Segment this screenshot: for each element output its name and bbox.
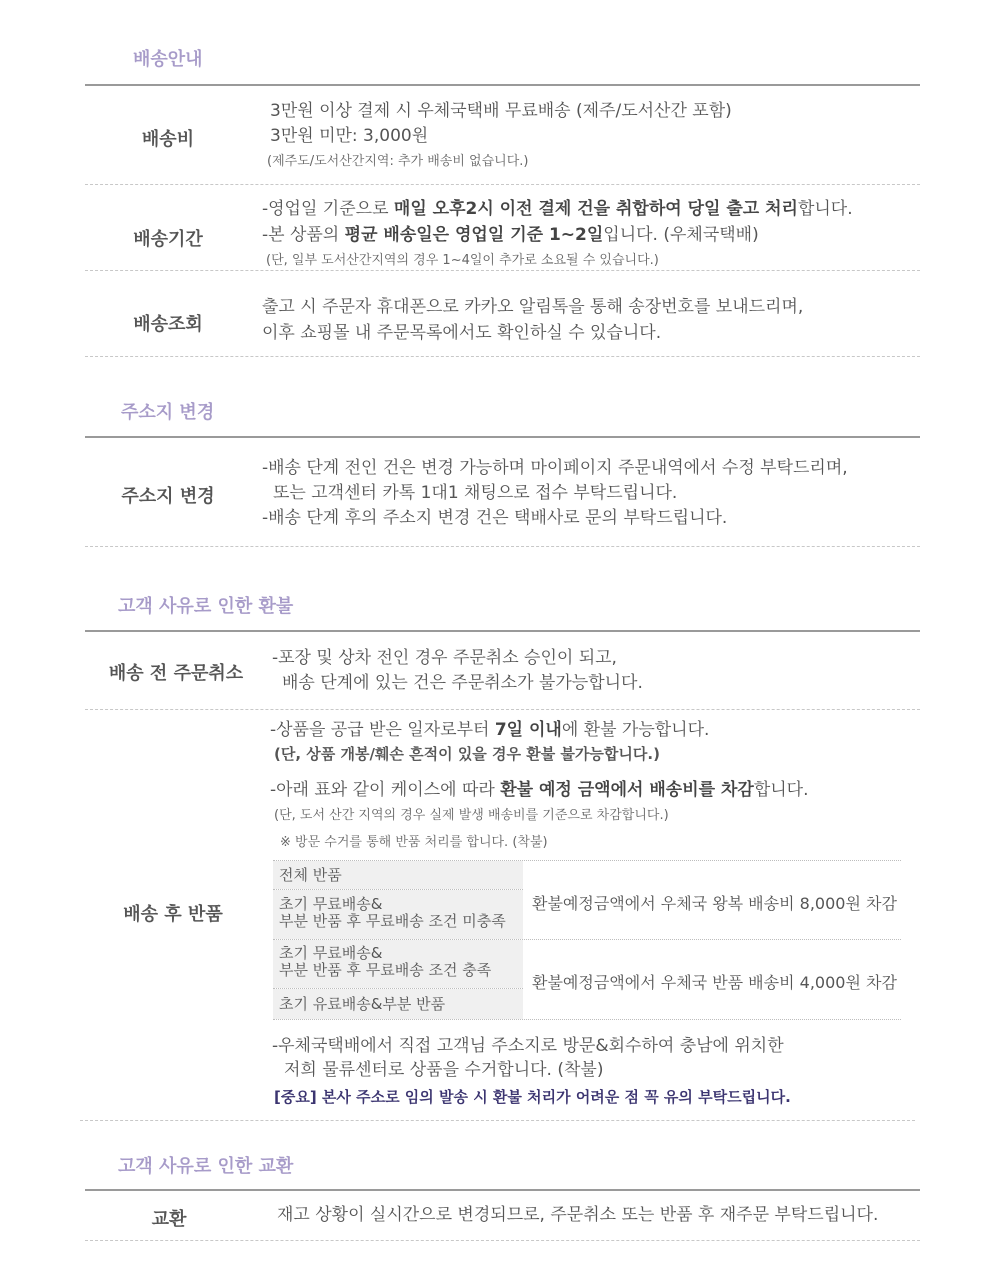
- section-title-shipping: 배송안내: [133, 49, 203, 70]
- exchange-line: 재고 상황이 실시간으로 변경되므로, 주문취소 또는 반품 후 재주문 부탁드립니다.: [277, 1205, 879, 1225]
- return-after-note: ※ 방문 수거를 통해 반품 처리를 합니다. (착불): [280, 835, 548, 850]
- address-change-line: -배송 단계 전인 건은 변경 가능하며 마이페이지 주문내역에서 수정 부탁드리며,: [262, 458, 848, 478]
- cancel-before-line: 배송 단계에 있는 건은 주문취소가 불가능합니다.: [282, 673, 643, 693]
- shipping-period-line: -영업일 기준으로 매일 오후2시 이전 결제 건을 취합하여 당일 출고 처리합니다.: [262, 199, 853, 219]
- row-label-shipping-fee: 배송비: [141, 129, 195, 150]
- table-cell-full-return: 전체 반품: [273, 861, 523, 889]
- cancel-before-line: -포장 및 상차 전인 경우 주문취소 승인이 되고,: [272, 648, 617, 668]
- tracking-line: 출고 시 주문자 휴대폰으로 카카오 알림톡을 통해 송장번호를 보내드리며,: [262, 297, 804, 317]
- table-cell-paid-partial: 초기 유료배송&부분 반품: [273, 989, 523, 1019]
- row-divider: [85, 546, 920, 547]
- return-important-notice: [중요] 본사 주소로 임의 발송 시 환불 처리가 어려운 점 꼭 유의 부탁드립니다.: [274, 1088, 791, 1106]
- return-after-line: -우체국택배에서 직접 고객님 주소지로 방문&회수하여 충남에 위치한: [272, 1036, 784, 1056]
- section-divider: [85, 84, 920, 86]
- table-value-return-fee: 환불예정금액에서 우체국 반품 배송비 4,000원 차감: [532, 973, 897, 992]
- table-cell-text: 부분 반품 후 무료배송 조건 충족: [279, 961, 492, 979]
- row-divider: [85, 1240, 920, 1241]
- table-cell-text: 부분 반품 후 무료배송 조건 미충족: [279, 912, 506, 930]
- section-title-refund: 고객 사유로 인한 환불: [118, 596, 294, 617]
- row-label-tracking: 배송조회: [133, 314, 203, 335]
- return-after-warning: (단, 상품 개봉/훼손 흔적이 있을 경우 환불 불가능합니다.): [274, 745, 660, 763]
- table-cell-partial-unmet: [273, 890, 523, 939]
- row-divider: [85, 270, 920, 271]
- address-change-line: -배송 단계 후의 주소지 변경 건은 택배사로 문의 부탁드립니다.: [262, 508, 728, 528]
- row-label-cancel-before-shipping: 배송 전 주문취소: [108, 663, 244, 684]
- table-value-roundtrip-fee: 환불예정금액에서 우체국 왕복 배송비 8,000원 차감: [532, 894, 897, 913]
- return-after-note: (단, 도서 산간 지역의 경우 실제 발생 배송비를 기준으로 차감합니다.): [274, 808, 669, 823]
- row-divider: [85, 184, 920, 185]
- return-after-line: -아래 표와 같이 케이스에 따라 환불 예정 금액에서 배송비를 차감합니다.: [270, 780, 809, 800]
- row-label-exchange: 교환: [151, 1209, 187, 1230]
- return-after-line: 저희 물류센터로 상품을 수거합니다. (착불): [284, 1060, 604, 1080]
- shipping-fee-line: 3만원 미만: 3,000원: [270, 126, 429, 146]
- address-change-line: 또는 고객센터 카톡 1대1 채팅으로 접수 부탁드립니다.: [273, 483, 678, 503]
- shipping-period-note: (단, 일부 도서산간지역의 경우 1~4일이 추가로 소요될 수 있습니다.): [266, 253, 659, 268]
- table-cell-text: 초기 무료배송&: [279, 944, 383, 962]
- row-divider: [85, 356, 920, 357]
- return-after-line: -상품을 공급 받은 일자로부터 7일 이내에 환불 가능합니다.: [270, 720, 710, 740]
- section-title-exchange: 고객 사유로 인한 교환: [118, 1156, 294, 1177]
- section-divider: [85, 1189, 920, 1191]
- row-label-address-change: 주소지 변경: [121, 486, 215, 507]
- shipping-fee-note: (제주도/도서산간지역: 추가 배송비 없습니다.): [267, 154, 529, 169]
- table-cell-text: 초기 무료배송&: [279, 895, 383, 913]
- shipping-fee-line: 3만원 이상 결제 시 우체국택배 무료배송 (제주/도서산간 포함): [270, 101, 732, 121]
- tracking-line: 이후 쇼핑몰 내 주문목록에서도 확인하실 수 있습니다.: [262, 323, 662, 343]
- section-divider: [85, 630, 920, 632]
- table-cell-partial-met: [273, 940, 523, 988]
- row-divider: [85, 709, 920, 710]
- section-divider: [85, 436, 920, 438]
- row-label-shipping-period: 배송기간: [133, 229, 203, 250]
- section-title-address: 주소지 변경: [121, 402, 215, 423]
- row-divider: [80, 1120, 915, 1121]
- shipping-period-line: -본 상품의 평균 배송일은 영업일 기준 1~2일입니다. (우체국택배): [262, 225, 759, 245]
- table-border: [273, 1019, 901, 1020]
- row-label-return-after-shipping: 배송 후 반품: [123, 904, 223, 925]
